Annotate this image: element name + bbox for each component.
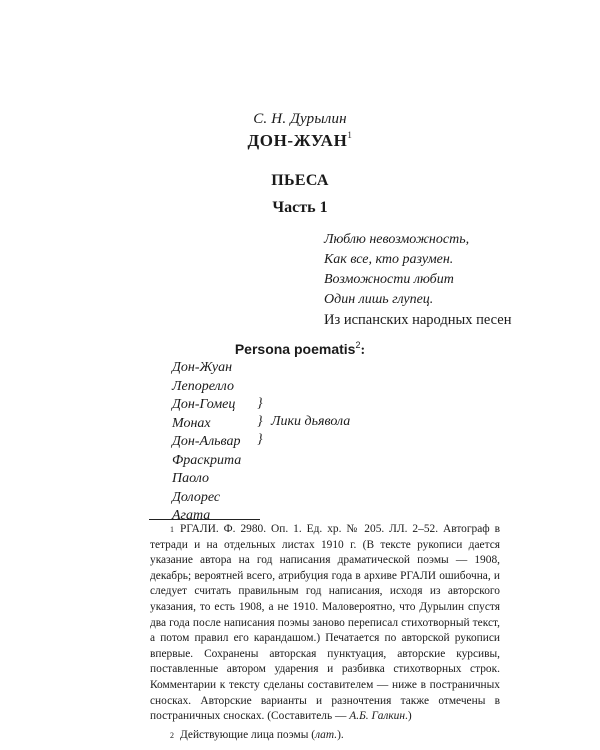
character-name: Агата — [172, 508, 211, 523]
character-name: Паоло — [172, 471, 210, 486]
footnote-ref-1: 1 — [347, 130, 353, 140]
group-brace: } — [257, 432, 263, 447]
group-brace: } — [257, 396, 263, 411]
epigraph-line: Один лишь глупец. — [324, 292, 434, 307]
character-name: Фраскрита — [172, 452, 242, 468]
character-name: Лепорелло — [172, 378, 234, 394]
play-title — [0, 131, 600, 151]
character-name: Монах — [172, 415, 211, 431]
play-title-text: ДОН-ЖУАН — [247, 131, 348, 150]
epigraph — [324, 230, 512, 330]
brace-group-label: Лики дьявола — [271, 414, 351, 429]
character-list — [172, 359, 241, 526]
footnote-number: 2 — [170, 730, 174, 740]
footnote-text: РГАЛИ. Ф. 2980. Оп. 1. Ед. хр. № 205. ЛЛ. 2–52. Автограф в тетради и на отдельных листах 1910 г. (В тексте рукописи дается указание автора на год написания драматической поэмы — 1908, декабрь; вероятней всего, атрибуция года в архиве РГАЛИ ошибочна, и следует считать правильным год написания, исходя из авторского указания, то есть 1908, а не 1910. Маловероятно, что Дурылин спустя два года после написания поэмы заново переписал стихотворный текст, а потом правил его карандашом.) Печатается по авторской рукописи впервые. Сохранены авторская пунктуация, авторские курсивы, поставленные автором ударения и разбивка стихотворных строк. Комментарии к тексту сделаны составителем — ниже в постраничных сносках. Авторские варианты и разночтения также отмечены в постраничных сносках. (Составитель — — [150, 523, 500, 723]
character-name: Дон-Гомец — [172, 397, 236, 412]
footnote — [150, 728, 500, 744]
character-name: Дон-Жуан — [172, 360, 233, 375]
footnote-number: 1 — [170, 525, 174, 534]
footnotes — [150, 522, 500, 743]
author-name: С. Н. Дурылин — [253, 111, 347, 127]
footnote-lang: лат. — [315, 728, 338, 741]
footnote-compiler: А.Б. Галкин — [349, 710, 406, 723]
group-brace: } — [257, 414, 263, 429]
persona-heading — [0, 341, 600, 359]
epigraph-line: Как все, кто разумен. — [324, 252, 454, 267]
footnote-separator — [149, 519, 260, 520]
footnote-ref-2: 2 — [355, 340, 361, 350]
footnote-tail: ). — [337, 728, 344, 741]
character-name: Дон-Альвар — [172, 434, 241, 449]
footnote — [150, 522, 500, 725]
footnote-text: Действующие лица поэмы ( — [180, 728, 316, 741]
character-name: Долорес — [172, 489, 221, 505]
epigraph-line: Возможности любит — [324, 272, 454, 287]
part-heading: Часть 1 — [272, 199, 328, 216]
genre-heading: ПЬЕСА — [271, 172, 329, 189]
epigraph-line: Люблю невозможность, — [324, 232, 470, 247]
persona-heading-colon: : — [360, 343, 366, 358]
persona-heading-text: Persona poematis — [234, 341, 356, 357]
epigraph-source: Из испанских народных песен — [324, 312, 512, 328]
footnote-tail: .) — [405, 710, 412, 723]
